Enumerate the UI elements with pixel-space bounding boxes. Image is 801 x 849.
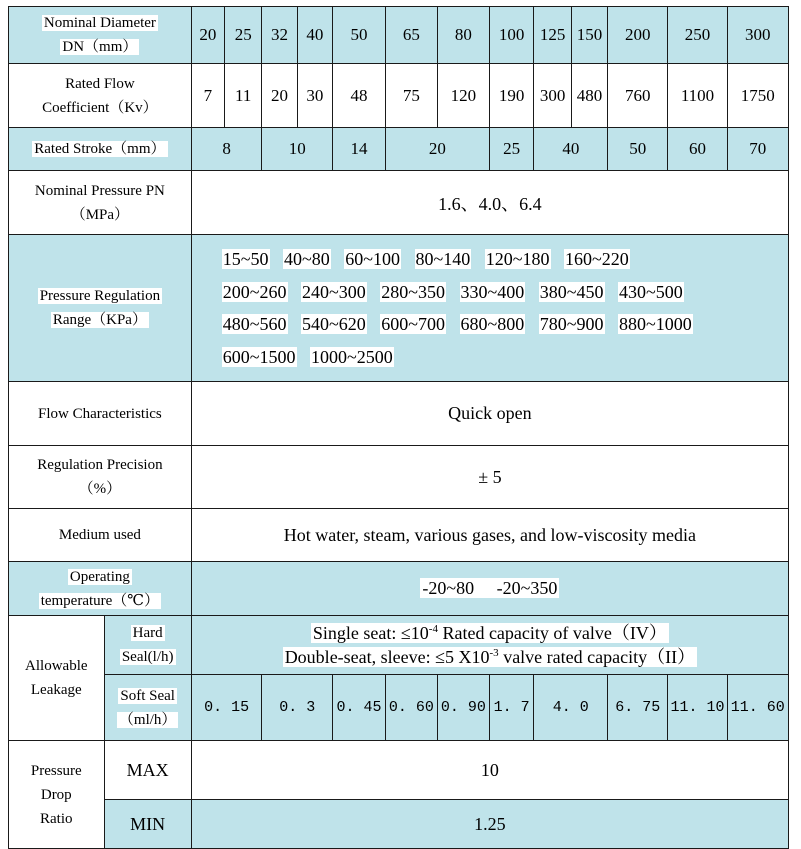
kv-value: 30 xyxy=(297,64,332,128)
range-value: 330~400 xyxy=(460,281,525,302)
soft-seal-value: 0. 90 xyxy=(437,675,489,741)
pressure-drop-min-label: MIN xyxy=(104,800,191,849)
dn-value: 40 xyxy=(297,7,332,64)
pressure-regulation-row xyxy=(9,235,789,382)
dn-value: 300 xyxy=(727,7,788,64)
range-value: 15~50 xyxy=(222,249,269,269)
flow-characteristics-label: Flow Characteristics xyxy=(9,382,192,446)
rated-flow-label: Rated Flow Coefficient（Kv） xyxy=(9,64,192,128)
dn-value: 25 xyxy=(225,7,262,64)
flow-characteristics-row xyxy=(9,382,789,446)
kv-value: 1750 xyxy=(727,64,788,128)
nominal-diameter-label: Nominal Diameter DN（mm） xyxy=(9,7,192,64)
range-value: 540~620 xyxy=(302,314,366,334)
dn-value: 80 xyxy=(437,7,489,64)
range-value: 480~560 xyxy=(222,314,287,334)
medium-row xyxy=(9,509,789,562)
stroke-value: 8 xyxy=(191,128,262,171)
range-value: 600~700 xyxy=(381,314,446,334)
dn-value: 32 xyxy=(262,7,297,64)
range-line xyxy=(222,308,788,341)
nominal-pressure-row xyxy=(9,171,789,235)
pressure-drop-max-label: MAX xyxy=(104,741,191,800)
soft-seal-value: 0. 60 xyxy=(385,675,437,741)
kv-value: 1100 xyxy=(668,64,727,128)
valve-spec-table xyxy=(8,6,789,849)
range-value: 430~500 xyxy=(619,281,683,302)
soft-seal-value: 1. 7 xyxy=(489,675,534,741)
kv-value: 7 xyxy=(191,64,224,128)
regulation-precision-value: ± 5 xyxy=(191,446,788,509)
pressure-regulation-values xyxy=(191,235,788,382)
nominal-pressure-value: 1.6、4.0、6.4 xyxy=(191,171,788,235)
range-value: 680~800 xyxy=(460,314,525,334)
stroke-value: 50 xyxy=(608,128,668,171)
regulation-precision-row xyxy=(9,446,789,509)
kv-value: 11 xyxy=(225,64,262,128)
range-value: 160~220 xyxy=(565,249,629,269)
stroke-value: 40 xyxy=(534,128,608,171)
dn-value: 20 xyxy=(191,7,224,64)
single-seat-leakage: Single seat: $\le 10^{-4}$ Rated capacity of valve（IV） xyxy=(312,623,667,643)
rated-flow-row xyxy=(9,64,789,128)
double-seat-leakage: Double-seat, sleeve: ≤5 $X10^{-3}$ valve rated capacity（II） xyxy=(284,647,696,667)
range-value: 880~1000 xyxy=(619,314,692,334)
range-value: 200~260 xyxy=(222,281,287,302)
kv-value: 480 xyxy=(571,64,607,128)
soft-seal-value: 0. 3 xyxy=(262,675,333,741)
soft-seal-value: 11. 60 xyxy=(727,675,788,741)
soft-seal-value: 6. 75 xyxy=(608,675,668,741)
operating-temperature-row xyxy=(9,562,789,616)
kv-value: 20 xyxy=(262,64,297,128)
pressure-drop-min-row xyxy=(9,800,789,849)
stroke-value: 20 xyxy=(385,128,489,171)
allowable-leakage-label: Allowable Leakage xyxy=(9,616,105,741)
pressure-regulation-label: Pressure Regulation Range（KPa） xyxy=(9,235,192,382)
dn-value: 100 xyxy=(489,7,534,64)
soft-seal-label: Soft Seal （ml/h） xyxy=(104,675,191,741)
stroke-value: 14 xyxy=(333,128,386,171)
range-value: 60~100 xyxy=(345,249,401,269)
hard-seal-value xyxy=(191,616,788,675)
pressure-drop-max-value: 10 xyxy=(191,741,788,800)
dn-value: 65 xyxy=(385,7,437,64)
range-value: 1000~2500 xyxy=(311,346,393,367)
range-value: 240~300 xyxy=(302,281,366,302)
dn-value: 250 xyxy=(668,7,727,64)
soft-seal-value: 0. 15 xyxy=(191,675,262,741)
stroke-value: 60 xyxy=(668,128,727,171)
regulation-precision-label: Regulation Precision （%） xyxy=(9,446,192,509)
range-line xyxy=(222,276,788,309)
soft-seal-row xyxy=(9,675,789,741)
operating-temperature-label: Operating temperature（℃） xyxy=(9,562,192,616)
range-value: 280~350 xyxy=(381,281,446,302)
dn-value: 125 xyxy=(534,7,571,64)
range-line xyxy=(222,243,788,276)
kv-value: 300 xyxy=(534,64,571,128)
soft-seal-value: 0. 45 xyxy=(333,675,386,741)
kv-value: 48 xyxy=(333,64,386,128)
range-value: 80~140 xyxy=(415,249,471,269)
nominal-pressure-label: Nominal Pressure PN （MPa） xyxy=(9,171,192,235)
dn-value: 150 xyxy=(571,7,607,64)
soft-seal-value: 11. 10 xyxy=(668,675,727,741)
pressure-drop-ratio-label: Pressure Drop Ratio xyxy=(9,741,105,849)
flow-characteristics-value: Quick open xyxy=(191,382,788,446)
pressure-drop-max-row xyxy=(9,741,789,800)
range-value: 120~180 xyxy=(485,249,550,269)
range-value: 780~900 xyxy=(539,314,604,334)
dn-value: 200 xyxy=(608,7,668,64)
rated-stroke-label: Rated Stroke（mm） xyxy=(9,128,192,171)
dn-value: 50 xyxy=(333,7,386,64)
operating-temperature-value: -20~80 -20~350 xyxy=(191,562,788,616)
stroke-value: 25 xyxy=(489,128,534,171)
range-value: 40~80 xyxy=(284,249,330,269)
kv-value: 75 xyxy=(385,64,437,128)
range-line xyxy=(222,341,788,374)
hard-seal-label: Hard Seal(l/h) xyxy=(104,616,191,675)
stroke-value: 70 xyxy=(727,128,788,171)
pressure-drop-min-value: 1.25 xyxy=(191,800,788,849)
nominal-diameter-row xyxy=(9,7,789,64)
medium-label: Medium used xyxy=(9,509,192,562)
hard-seal-row xyxy=(9,616,789,675)
kv-value: 190 xyxy=(489,64,534,128)
range-value: 380~450 xyxy=(539,281,604,302)
soft-seal-value: 4. 0 xyxy=(534,675,608,741)
kv-value: 760 xyxy=(608,64,668,128)
range-value: 600~1500 xyxy=(222,346,296,367)
stroke-value: 10 xyxy=(262,128,333,171)
kv-value: 120 xyxy=(437,64,489,128)
rated-stroke-row xyxy=(9,128,789,171)
medium-value: Hot water, steam, various gases, and low-viscosity media xyxy=(191,509,788,562)
